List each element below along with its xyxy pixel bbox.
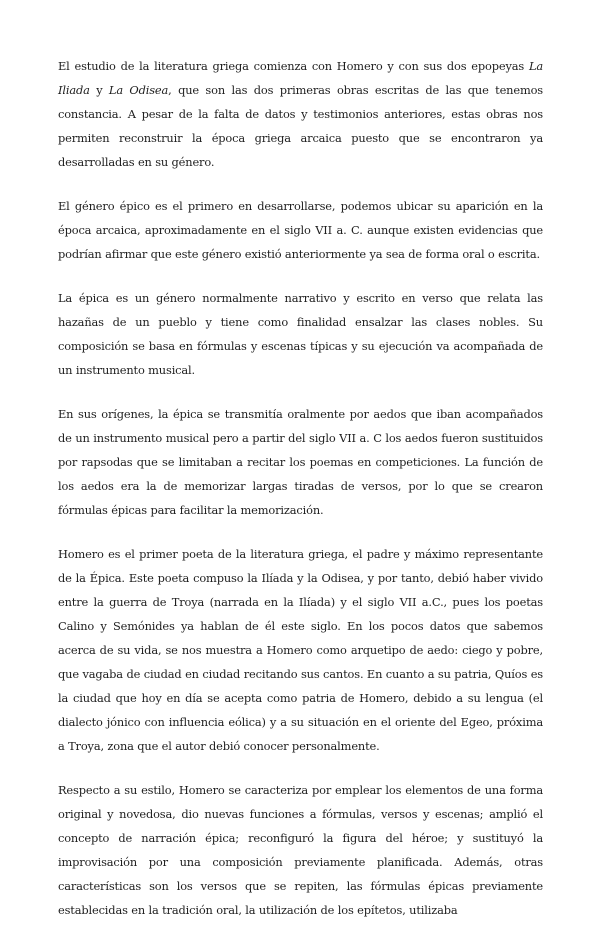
paragraph-homero-vida: Homero es el primer poeta de la literatura griega, el padre y máximo representante de la Épica. Este poeta compuso la Ilíada y la Odisea, y por tanto, debió haber vivido entre la guerra de Troya (narrada en la Ilíada) y el siglo VII a.C., pues los poetas Calino y Semónides ya hablan de él este siglo. En los pocos datos que sabemos acerca de su vida, se nos muestra a Homero como arquetipo de aedo: ciego y pobre, que vagaba de ciudad en ciudad recitando sus cantos. En cuanto a su patria, Quíos es la ciudad que hoy en día se acepta como patria de Homero, debido a su lengua (el dialecto jónico con influencia eólica) y a su situación en el oriente del Egeo, próxima a Troya, zona que el autor debió conocer personalmente.: [58, 547, 543, 753]
paragraph-homero-epopeyas: [58, 54, 543, 174]
title-odisea: La Odisea: [108, 83, 169, 97]
paragraph-text: El estudio de la literatura griega comienza con Homero y con sus dos epopeyas: [58, 59, 529, 73]
paragraph-origenes-aedos: En sus orígenes, la épica se transmitía oralmente por aedos que iban acompañados de un instrumento musical pero a partir del siglo VII a. C los aedos fueron sustituidos por rapsodas que se limitaban a recitar los poemas en competiciones. La función de los aedos era la de memorizar largas tiradas de versos, por lo que se crearon fórmulas épicas para facilitar la memorización.: [58, 407, 543, 517]
title-iliada: La Iliada: [58, 59, 543, 97]
paragraph-definicion-epica: La épica es un género normalmente narrativo y escrito en verso que relata las hazañas de un pueblo y tiene como finalidad ensalzar las clases nobles. Su composición se basa en fórmulas y escenas típicas y su ejecución va acompañada de un instrumento musical.: [58, 291, 543, 377]
document-body: [58, 54, 543, 942]
paragraph-homero-estilo: Respecto a su estilo, Homero se caracteriza por emplear los elementos de una forma original y novedosa, dio nuevas funciones a fórmulas, versos y escenas; amplió el concepto de narración épica; reconfiguró la figura del héroe; y sustituyó la improvisación por una composición previamente planificada. Además, otras características son los versos que se repiten, las fórmulas épicas previamente establecidas en la tradición oral, la utilización de los epítetos, utilizaba: [58, 783, 543, 917]
paragraph-text: , que son las dos primeras obras escritas de las que tenemos constancia. A pesar de la falta de datos y testimonios anteriores, estas obras nos permiten reconstruir la época griega arcaica puesto que se encontraron ya desarrolladas en su género.: [58, 83, 543, 169]
paragraph-text: y: [89, 83, 109, 97]
paragraph-genero-epico: El género épico es el primero en desarrollarse, podemos ubicar su aparición en la época arcaica, aproximadamente en el siglo VII a. C. aunque existen evidencias que podrían afirmar que este género existió anteriormente ya sea de forma oral o escrita.: [58, 199, 543, 261]
